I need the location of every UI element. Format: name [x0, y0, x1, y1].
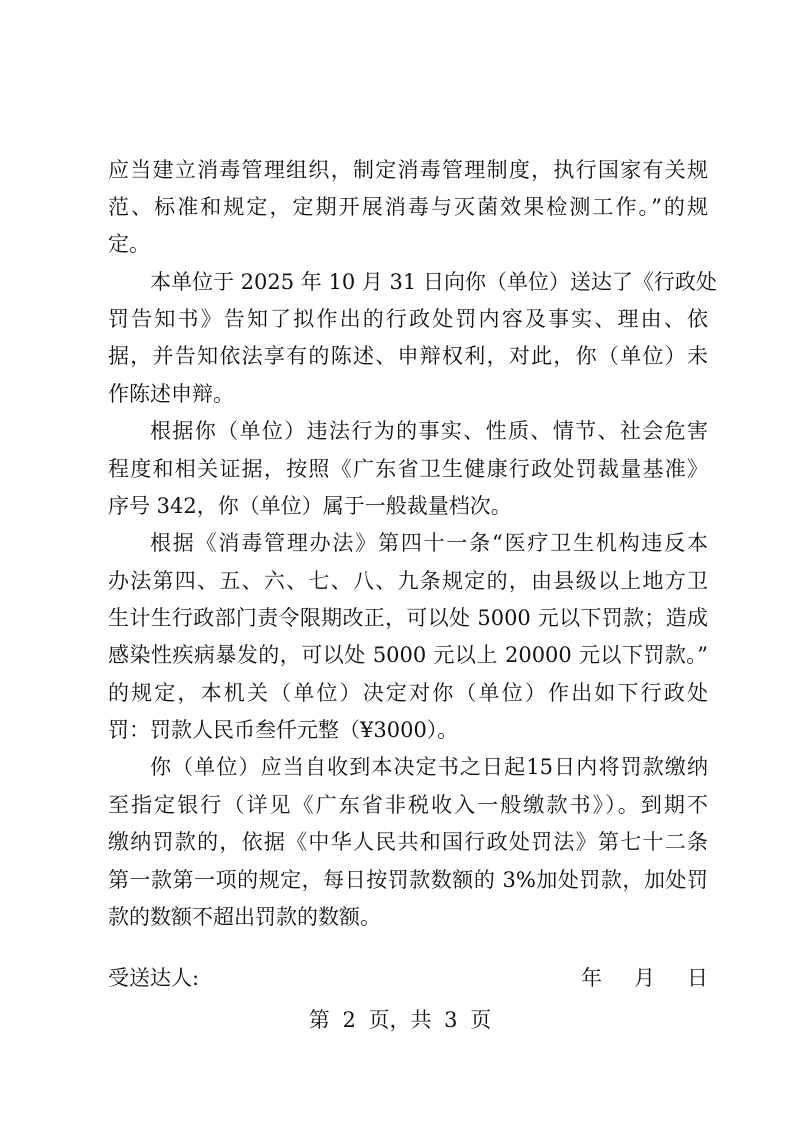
paragraph-line: 据，并告知依法享有的陈述、申辩权利，对此，你（单位）未 [108, 344, 708, 368]
paragraph-line: 缴纳罚款的，依据《中华人民共和国行政处罚法》第七十二条 [108, 830, 708, 854]
paragraph-line: 根据《消毒管理办法》第四十一条“医疗卫生机构违反本 [150, 531, 708, 555]
paragraph-line: 感染性疾病暴发的，可以处 5000 元以上 20000 元以下罚款。” [108, 643, 708, 667]
paragraph-line: 本单位于 2025 年 10 月 31 日向你（单位）送达了《行政处 [150, 270, 717, 294]
paragraph-line: 罚：罚款人民币叁仟元整（¥3000）。 [108, 718, 459, 742]
paragraph-line: 作陈述申辩。 [108, 382, 234, 406]
paragraph-line: 你（单位）应当自收到本决定书之日起15日内将罚款缴纳 [150, 755, 708, 779]
date-day-label: 日 [687, 966, 708, 990]
recipient-label: 受送达人: [108, 966, 200, 990]
paragraph-line: 第一款第一项的规定，每日按罚款数额的 3%加处罚款，加处罚 [108, 868, 708, 892]
paragraph-line: 款的数额不超出罚款的数额。 [108, 905, 381, 929]
paragraph-line: 的规定，本机关（单位）决定对你（单位）作出如下行政处 [108, 681, 708, 705]
paragraph-line: 范、标准和规定，定期开展消毒与灭菌效果检测工作。”的规 [108, 195, 708, 219]
paragraph-line: 生计生行政部门责令限期改正，可以处 5000 元以下罚款；造成 [108, 606, 708, 630]
page-number-footer: 第 2 页，共 3 页 [308, 1008, 492, 1032]
paragraph-line: 定。 [108, 232, 150, 256]
paragraph-line: 根据你（单位）违法行为的事实、性质、情节、社会危害 [150, 419, 708, 443]
paragraph-line: 程度和相关证据，按照《广东省卫生健康行政处罚裁量基准》 [108, 457, 708, 481]
paragraph-line: 序号 342，你（单位）属于一般裁量档次。 [108, 494, 512, 518]
date-month-label: 月 [634, 966, 655, 990]
date-year-label: 年 [581, 966, 602, 990]
paragraph-line: 至指定银行（详见《广东省非税收入一般缴款书》）。到期不 [108, 793, 708, 817]
paragraph-line: 应当建立消毒管理组织，制定消毒管理制度，执行国家有关规 [108, 158, 708, 182]
paragraph-line: 罚告知书》告知了拟作出的行政处罚内容及事实、理由、依 [108, 307, 708, 331]
paragraph-line: 办法第四、五、六、七、八、九条规定的，由县级以上地方卫 [108, 569, 708, 593]
